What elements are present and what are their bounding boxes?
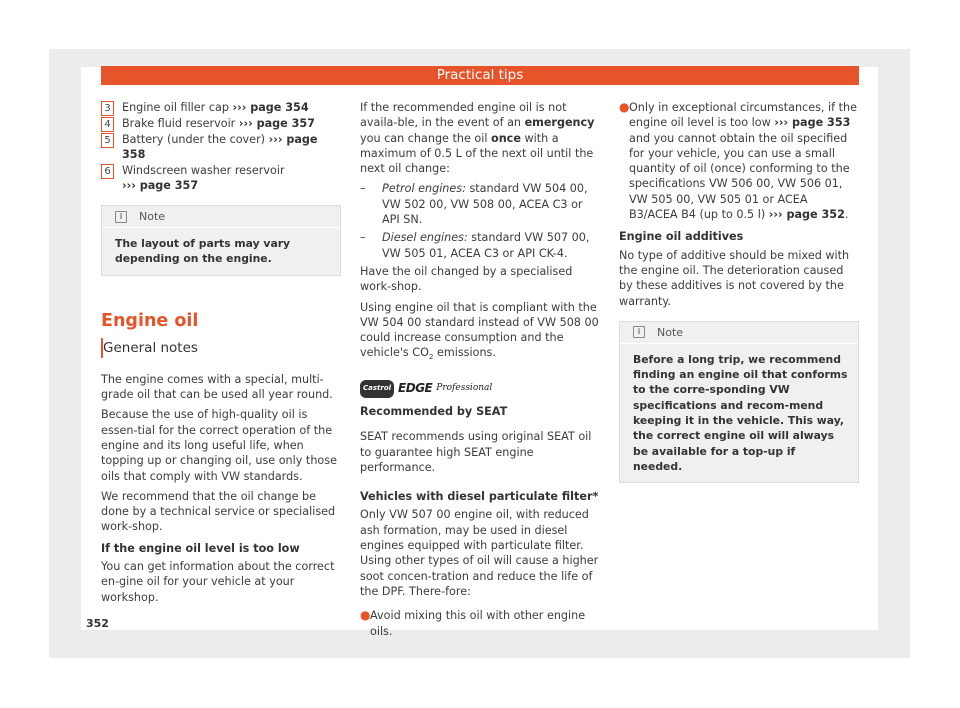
item-label: Petrol engines: <box>382 182 466 196</box>
paragraph: Because the use of high-quality oil is essen-tial for the correct operation of the engine and its long useful life, when topping up or changing oil, use only those oils that comply with VW standards. <box>101 408 337 483</box>
note-label: Note <box>139 210 166 224</box>
note-label: Note <box>657 325 684 339</box>
section-title: Engine oil <box>101 310 199 331</box>
logo-castrol: Castrol <box>360 380 394 397</box>
page-link[interactable]: ››› page 354 <box>232 101 309 114</box>
page-link[interactable]: ››› page 357 <box>238 117 315 130</box>
note-text: The layout of parts may vary depending on the engine. <box>115 237 291 266</box>
section-header: Practical tips <box>101 66 859 85</box>
section-subtitle: General notes <box>103 339 198 356</box>
paragraph: SEAT recommends using original SEAT oil to guarantee high SEAT engine performance. <box>360 430 592 474</box>
item-text: standard VW 507 00, VW 505 01, ACEA C3 or API CK-4. <box>382 231 590 260</box>
page-link[interactable]: ››› page 353 <box>774 116 851 130</box>
bullet-text: Avoid mixing this oil with other engine oils. <box>370 609 586 638</box>
list-item <box>101 132 341 163</box>
item-text: Brake fluid reservoir <box>122 117 239 130</box>
bullet-mark: ● <box>360 608 371 623</box>
subheading: Recommended by SEAT <box>360 404 508 418</box>
text-run: Only in exceptional circumstances, if the engine oil level is too low <box>629 101 857 130</box>
paragraph: Only VW 507 00 engine oil, with reduced ash formation, may be used in diesel engines equipped with particulate filter. Using other types of oil will cause a higher soot concen-tration and reduce the life of the DPF. There-fore: <box>360 508 599 598</box>
dash-mark: – <box>360 182 366 196</box>
text-run: you can change the oil <box>360 131 492 145</box>
column-right <box>619 100 859 483</box>
page-link[interactable]: ››› page 358 <box>122 133 318 162</box>
item-label: Diesel engines: <box>382 231 468 245</box>
item-text: Windscreen washer reservoir <box>122 163 285 177</box>
note-box <box>101 205 341 276</box>
item-text: Battery (under the cover) <box>122 133 269 146</box>
paragraph: We recommend that the oil change be done by a technical service or specialised work-shop. <box>101 489 336 534</box>
subtitle-wrap <box>101 338 341 358</box>
subheading: Vehicles with diesel particulate filter* <box>360 490 599 504</box>
page-number: 352 <box>86 617 109 630</box>
castrol-edge-logo <box>360 382 603 396</box>
bullet-item <box>619 100 859 222</box>
logo-professional: Professional <box>436 383 493 394</box>
paragraph: No type of additive should be mixed with the engine oil. The deterioration caused by these additives is not covered by the warranty. <box>619 248 850 308</box>
subheading: If the engine oil level is too low <box>101 541 300 555</box>
note-text: Before a long trip, we recommend finding an engine oil that conforms to the corre-sponding VW specifications and recom-mend keeping it in the vehicle. This way, the correct engine oil will always be available for a top-up if needed. <box>633 352 848 473</box>
note-header <box>102 206 340 228</box>
item-number: 5 <box>101 133 114 148</box>
bullet-mark: ● <box>619 100 630 114</box>
text-run: . <box>844 208 849 222</box>
emphasis: once <box>491 131 521 145</box>
logo-edge: EDGE <box>398 381 433 396</box>
note-header <box>620 322 858 344</box>
item-text: Engine oil filler cap <box>122 101 233 114</box>
info-icon: i <box>633 326 645 338</box>
note-box <box>619 321 859 483</box>
dash-mark: – <box>360 231 366 245</box>
list-item <box>101 163 341 194</box>
emphasis: emergency <box>524 116 595 130</box>
text-run: Using engine oil that is compliant with the VW 504 00 standard instead of VW 508 00 could increase consumption and the vehicle's CO <box>360 300 599 360</box>
subheading: Engine oil additives <box>619 230 744 244</box>
dash-list <box>360 181 603 260</box>
text-run: If the recommended engine oil is not availa-ble, in the event of an <box>360 101 567 130</box>
list-item <box>101 116 341 132</box>
text-run: and you cannot obtain the oil specified for your vehicle, you can use a small quantity of oil (once) conforming to the specifications VW 506 00, VW 506 01, VW 505 00, VW 505 01 or ACEA B3/ACEA B4 (up to 0.5 l) <box>629 131 850 222</box>
page-link[interactable]: ››› page 352 <box>768 208 845 222</box>
subscript: 2 <box>428 353 434 362</box>
paragraph: You can get information about the correct en-gine oil for your vehicle at your workshop. <box>101 560 335 604</box>
page-link[interactable]: ››› page 357 <box>122 178 199 192</box>
info-icon: i <box>115 211 127 223</box>
bullet-item <box>360 608 603 639</box>
list-item <box>101 100 341 116</box>
list-item <box>360 181 603 227</box>
text-run: with a maximum of 0.5 L of the next oil until the next oil change: <box>360 131 594 176</box>
paragraph <box>360 300 603 366</box>
column-middle <box>360 100 603 639</box>
item-number: 4 <box>101 117 114 132</box>
paragraph: Have the oil changed by a specialised work-shop. <box>360 264 573 294</box>
column-left <box>101 100 341 610</box>
list-item <box>360 230 603 261</box>
paragraph: The engine comes with a special, multi-grade oil that can be used all year round. <box>101 372 333 402</box>
item-number: 6 <box>101 164 114 179</box>
text-run: emissions. <box>433 346 496 360</box>
paragraph <box>360 100 603 176</box>
item-number: 3 <box>101 101 114 116</box>
item-text: standard VW 504 00, VW 502 00, VW 508 00, ACEA C3 or API SN. <box>382 182 588 227</box>
